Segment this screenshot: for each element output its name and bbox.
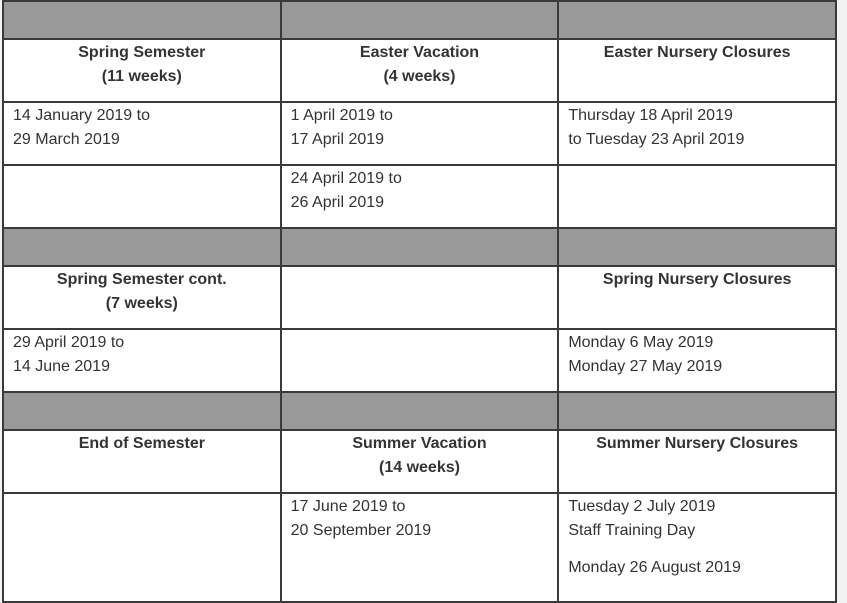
header-cell — [558, 266, 836, 329]
table-row — [3, 329, 836, 392]
date-cell — [3, 493, 281, 602]
header-subtitle: (4 weeks) — [383, 68, 456, 85]
header-title: Spring Semester cont. — [56, 271, 227, 288]
date-cell — [558, 102, 836, 165]
header-cell — [3, 266, 281, 329]
table-row — [3, 493, 836, 602]
header-cell — [3, 39, 281, 102]
section-divider-row — [3, 392, 836, 430]
table-row — [3, 102, 836, 165]
divider-cell — [281, 1, 559, 39]
date-cell — [3, 329, 281, 392]
date-cell — [281, 102, 559, 165]
divider-cell — [558, 392, 836, 430]
date-line: 14 June 2019 — [13, 358, 110, 375]
section-divider-row — [3, 228, 836, 266]
date-cell — [558, 329, 836, 392]
date-line: 1 April 2019 to — [290, 107, 393, 124]
header-subtitle: (11 weeks) — [101, 68, 182, 85]
header-cell — [281, 39, 559, 102]
date-line: 17 April 2019 — [290, 131, 385, 148]
date-line: Monday 27 May 2019 — [568, 358, 723, 375]
section-header-row — [3, 430, 836, 493]
date-line: Monday 26 August 2019 — [568, 559, 741, 576]
date-line: 24 April 2019 to — [290, 170, 402, 187]
header-cell — [3, 430, 281, 493]
divider-cell — [3, 1, 281, 39]
section-header-row — [3, 39, 836, 102]
header-cell — [558, 430, 836, 493]
date-line: 29 March 2019 — [13, 131, 120, 148]
date-cell — [3, 165, 281, 228]
date-line: Thursday 18 April 2019 — [568, 107, 733, 124]
header-subtitle: (7 weeks) — [105, 295, 178, 312]
term-dates-table — [2, 0, 837, 603]
date-line: 14 January 2019 to — [13, 107, 150, 124]
section-header-row — [3, 266, 836, 329]
date-line: Tuesday 2 July 2019 — [568, 498, 716, 515]
date-line: 17 June 2019 to — [290, 498, 406, 515]
header-title: Easter Nursery Closures — [603, 44, 791, 61]
table-row — [3, 165, 836, 228]
date-cell — [558, 493, 836, 602]
header-title: End of Semester — [78, 435, 205, 452]
date-line: Staff Training Day — [568, 522, 696, 539]
date-line: to Tuesday 23 April 2019 — [568, 131, 745, 148]
header-cell — [281, 266, 559, 329]
divider-cell — [558, 228, 836, 266]
date-cell — [281, 165, 559, 228]
date-line: Monday 6 May 2019 — [568, 334, 714, 351]
date-line: 29 April 2019 to — [13, 334, 125, 351]
date-cell — [558, 165, 836, 228]
date-cell — [281, 329, 559, 392]
header-cell — [281, 430, 559, 493]
header-title: Summer Nursery Closures — [596, 435, 799, 452]
header-title: Summer Vacation — [352, 435, 487, 452]
divider-cell — [558, 1, 836, 39]
divider-cell — [3, 228, 281, 266]
date-cell — [281, 493, 559, 602]
header-title: Spring Nursery Closures — [602, 271, 792, 288]
divider-cell — [3, 392, 281, 430]
divider-cell — [281, 392, 559, 430]
date-line: 26 April 2019 — [290, 194, 385, 211]
divider-cell — [281, 228, 559, 266]
header-title: Easter Vacation — [359, 44, 480, 61]
header-cell — [558, 39, 836, 102]
header-subtitle: (14 weeks) — [379, 459, 460, 476]
date-cell — [3, 102, 281, 165]
header-title: Spring Semester — [78, 44, 206, 61]
section-divider-row — [3, 1, 836, 39]
date-line: 20 September 2019 — [290, 522, 432, 539]
